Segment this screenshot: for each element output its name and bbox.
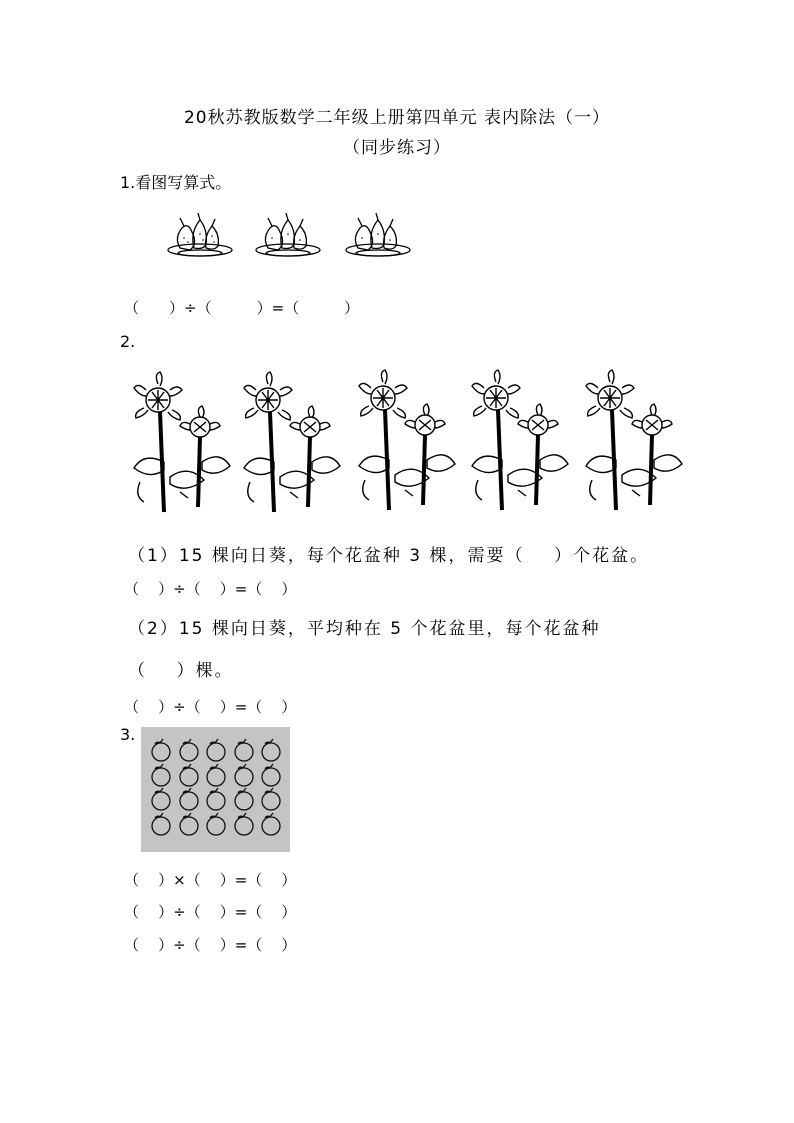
page-title: 20秋苏教版数学二年级上册第四单元 表内除法（一） bbox=[183, 108, 611, 128]
question-3-label: 3. bbox=[120, 725, 136, 744]
question-2-part-2-line-1: （2）15 棵向日葵，平均种在 5 个花盆里，每个花盆种 bbox=[128, 619, 601, 639]
question-2-part-1: （1）15 棵向日葵，每个花盆种 3 棵，需要（ ）个花盆。 bbox=[128, 546, 650, 566]
apple-grid-icon bbox=[141, 727, 290, 852]
pears-on-plates-icon bbox=[160, 210, 420, 270]
sunflowers-icon bbox=[130, 368, 690, 518]
question-2-label: 2. bbox=[120, 332, 136, 351]
page-subtitle: （同步练习） bbox=[343, 138, 451, 158]
question-3-equation-1: （ ）×（ ）=（ ） bbox=[124, 871, 297, 889]
question-3-equation-3: （ ）÷（ ）=（ ） bbox=[124, 936, 297, 954]
question-2-part-2-equation: （ ）÷（ ）=（ ） bbox=[124, 698, 297, 716]
question-2-part-2-line-2: （ ）棵。 bbox=[128, 661, 234, 681]
question-1-equation: （ ）÷（ ）=（ ） bbox=[124, 299, 360, 317]
question-3-equation-2: （ ）÷（ ）=（ ） bbox=[124, 903, 297, 921]
question-2-part-1-equation: （ ）÷（ ）=（ ） bbox=[124, 580, 297, 598]
question-1-label: 1.看图写算式。 bbox=[120, 173, 232, 192]
